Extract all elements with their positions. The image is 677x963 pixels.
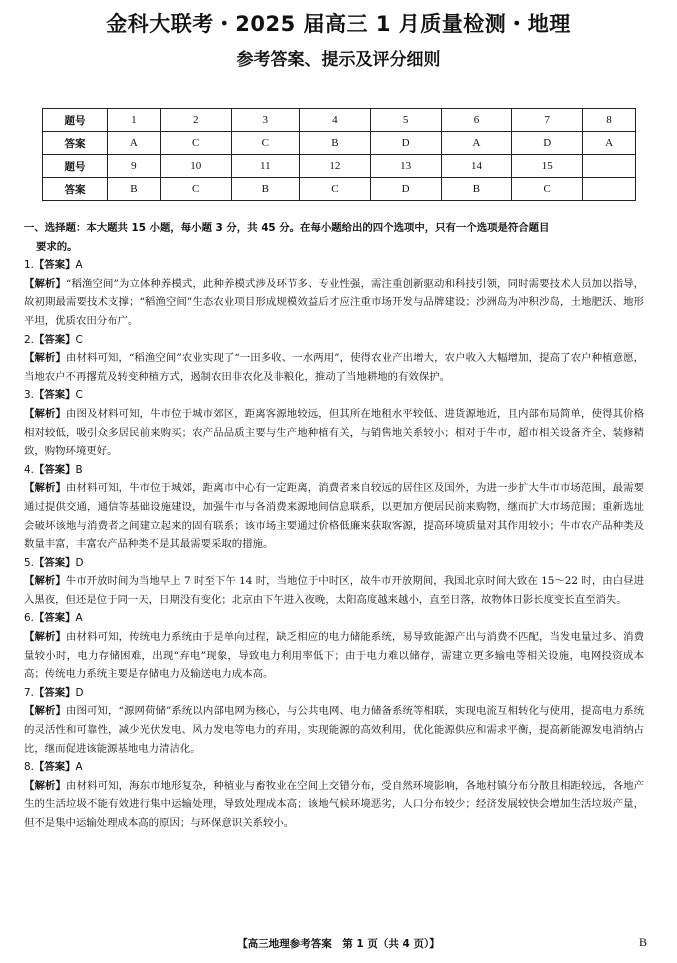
explanation-label: 【解析】 [24, 705, 67, 718]
answer-table-cell: D [512, 132, 583, 155]
answer-table-cell: 4 [299, 109, 370, 132]
answer-value: A [75, 612, 83, 625]
answer-table-cell: C [512, 178, 583, 201]
answer-table-cell: 8 [583, 109, 636, 132]
answer-label: 【答案】 [33, 389, 76, 402]
explanation-paragraph [24, 275, 644, 331]
answer-line [24, 609, 644, 628]
page-subtitle: 参考答案、提示及评分细则 [236, 50, 441, 70]
answer-table-cell: C [160, 132, 231, 155]
answer-line [24, 554, 644, 573]
explanation-text: 由材料可知，牛市位于城郊，距离市中心有一定距离，消费者来自较远的居住区及国外，为进一步扩大牛市市场范围，最需要通过提供交通，通信等基础设施建设，加强牛市与各消费来源地间信息联系，以更加方便居民前来购物，继而扩大市场范围；重新选址会破坏该地与消费者之间建立起来的固有联系；该市场主要通过价格低廉来获取客源，提高环境质量对其作用较小；牛市农产品种类及数量丰富，丰富农产品种类不是其最需要采取的措施。 [24, 482, 644, 551]
answer-table-cell: 3 [231, 109, 299, 132]
explanation-label: 【解析】 [24, 407, 67, 420]
question-number: 8. [24, 761, 34, 774]
answer-table-cell: A [441, 132, 512, 155]
answer-item [24, 331, 644, 387]
answer-table-row-label: 答案 [43, 178, 108, 201]
explanation-label: 【解析】 [24, 631, 67, 644]
answer-line [24, 331, 644, 350]
answer-label: 【答案】 [33, 761, 76, 774]
question-number: 7. [24, 686, 34, 699]
answer-table-cell: C [231, 132, 299, 155]
explanation-paragraph [24, 702, 644, 758]
answer-table-cell: 2 [160, 109, 231, 132]
page-title: 金科大联考・2025 届高三 1 月质量检测・地理 [106, 12, 571, 36]
answer-item [24, 554, 644, 610]
answer-table-cell: C [299, 178, 370, 201]
answer-table-cell: 6 [441, 109, 512, 132]
answer-table-cell [583, 178, 636, 201]
section-heading-line1: 一、选择题：本大题共 15 小题，每小题 3 分，共 45 分。在每小题给出的四个选项中，只有一个选项是符合题目 [24, 222, 550, 234]
answer-table-row-label: 题号 [43, 109, 108, 132]
answer-label: 【答案】 [33, 333, 76, 346]
question-number: 2. [24, 333, 34, 346]
answer-line [24, 461, 644, 480]
answer-label: 【答案】 [33, 686, 76, 699]
explanation-text: 由材料可知，“稻渔空间”农业实现了“一田多收、一水两用”，使得农业产出增大，农户收入大幅增加，提高了农户种植意愿，当地农户不再撂荒及转变种植方式，遏制农田非农化及非粮化，推动了当地耕地的有效保护。 [24, 352, 644, 383]
answer-table-cell: 13 [370, 155, 441, 178]
answer-table-cell: A [108, 132, 161, 155]
explanation-label: 【解析】 [24, 482, 67, 495]
answer-value: A [75, 761, 83, 774]
explanation-text: 由图可知，“源网荷储”系统以内部电网为核心，与公共电网、电力储备系统等相联，实现电流互相转化与使用，提高电力系统的灵活性和可靠性，减少光伏发电、风力发电等电力的弃用，实现能源的高效利用，优化能源供应和需求平衡，提高新能源发电消纳占比，继而促进该能源基地电力清洁化。 [24, 705, 645, 755]
answer-table-cell: 11 [231, 155, 299, 178]
explanation-paragraph [24, 479, 644, 553]
section-heading [24, 219, 644, 256]
answer-line [24, 758, 644, 777]
answer-table-row [43, 109, 636, 132]
explanation-label: 【解析】 [24, 277, 67, 290]
answer-line [24, 684, 644, 703]
explanation-label: 【解析】 [24, 575, 66, 588]
answer-table-row [43, 155, 636, 178]
explanation-text: 由材料可知，海东市地形复杂，种植业与畜牧业在空间上交错分布，受自然环境影响，各地村镇分布分散且相距较远，各地产生的生活垃圾不能有效进行集中运输处理，导致处理成本高；该地气候环境恶劣，人口分布较少；经济发展较快会增加生活垃圾产量，但不是集中运输处理成本高的原因；与环保意识关系较小。 [24, 779, 644, 829]
answer-value: D [75, 686, 84, 699]
explanation-text: 由图及材料可知，牛市位于城市郊区，距离客源地较远，但其所在地租水平较低、进货源地近，且内部布局简单，使得其价格相对较低，吸引众多居民前来购买；农产品品质主要与生产地种植有关，与销售地关系较小；相对于牛市，超市相关设备齐全、装修精致，购物环境更好。 [24, 407, 644, 458]
answer-table-row [43, 132, 636, 155]
explanation-paragraph [24, 572, 644, 609]
answer-value: D [75, 556, 84, 569]
explanation-paragraph [24, 628, 644, 684]
explanation-label: 【解析】 [24, 779, 67, 792]
explanation-paragraph [24, 349, 644, 386]
answer-table [42, 108, 636, 201]
page-footer: 【高三地理参考答案 第 1 页（共 4 页）】 [237, 938, 440, 950]
answer-label: 【答案】 [33, 259, 76, 272]
answer-item [24, 461, 644, 554]
answer-table-cell: D [370, 178, 441, 201]
answer-table-row [43, 178, 636, 201]
answer-table-cell: B [108, 178, 161, 201]
explanation-text: “稻渔空间”为立体种养模式，此种养模式涉及环节多、专业性强，需注重创新驱动和科技引领，同时需要技术人员加以指导，故初期最需要技术支撑；“稻渔空间”生态农业项目形成规模效益后才应注重市场开发与品牌建设；沙洲岛为冲积沙岛，土地肥沃、地形平坦，优质农田分布广。 [24, 277, 645, 327]
answer-table-cell: B [299, 132, 370, 155]
answer-table-cell: D [370, 132, 441, 155]
explanation-paragraph [24, 777, 644, 833]
answer-value: C [75, 389, 83, 402]
answer-item [24, 609, 644, 683]
answer-table-cell: 10 [160, 155, 231, 178]
answer-label: 【答案】 [33, 463, 76, 476]
section-heading-line2: 要求的。 [36, 240, 78, 253]
answer-table-cell [583, 155, 636, 178]
answer-item [24, 758, 644, 832]
explanation-text: 由材料可知，传统电力系统由于是单向过程，缺乏相应的电力储能系统，易导致能源产出与消费不匹配，当发电量过多、消费量较小时，电力存储困难，出现“弃电”现象，导致电力利用率低下；由于电力难以储存，需建立更多输电等相关设施，电网投资成本高；传统电力系统主要是存储电力及输送电力成本高。 [24, 631, 644, 681]
explanation-text: 牛市开放时间为当地早上 7 时至下午 14 时，当地位于中时区，故牛市开放期间，我国北京时间大致在 15～22 时，由白昼进入黑夜，但还是位于同一天，日期没有变化；北京由下午进入夜晚，太阳高度越来越小，直至日落，故物体日影长度变长直至消失。 [24, 575, 644, 606]
answer-item [24, 386, 644, 460]
answer-item [24, 684, 644, 758]
explanation-label: 【解析】 [24, 352, 66, 365]
question-number: 1. [24, 259, 34, 272]
answer-table-cell: 7 [512, 109, 583, 132]
answer-table-row-label: 答案 [43, 132, 108, 155]
paper-version-letter: B [638, 935, 647, 949]
answer-table-cell: C [160, 178, 231, 201]
question-number: 6. [24, 612, 34, 625]
question-number: 3. [24, 389, 34, 402]
answer-explanations [24, 219, 644, 833]
answer-table-cell: 5 [370, 109, 441, 132]
question-number: 4. [24, 463, 34, 476]
answer-line [24, 386, 644, 405]
answer-table-cell: B [441, 178, 512, 201]
answer-table-row-label: 题号 [43, 155, 108, 178]
answer-label: 【答案】 [33, 556, 76, 569]
answer-label: 【答案】 [33, 612, 76, 625]
answer-table-cell: 15 [512, 155, 583, 178]
answer-value: B [75, 463, 83, 476]
explanation-paragraph [24, 405, 644, 461]
answer-table-cell: A [583, 132, 636, 155]
answer-line [24, 256, 644, 275]
answer-value: A [75, 259, 83, 272]
answer-table-cell: 9 [108, 155, 161, 178]
answer-table-cell: 1 [108, 109, 161, 132]
answer-value: C [75, 333, 83, 346]
answer-table-cell: 14 [441, 155, 512, 178]
answer-table-cell: B [231, 178, 299, 201]
answer-item [24, 256, 644, 330]
answer-table-cell: 12 [299, 155, 370, 178]
question-number: 5. [24, 556, 34, 569]
